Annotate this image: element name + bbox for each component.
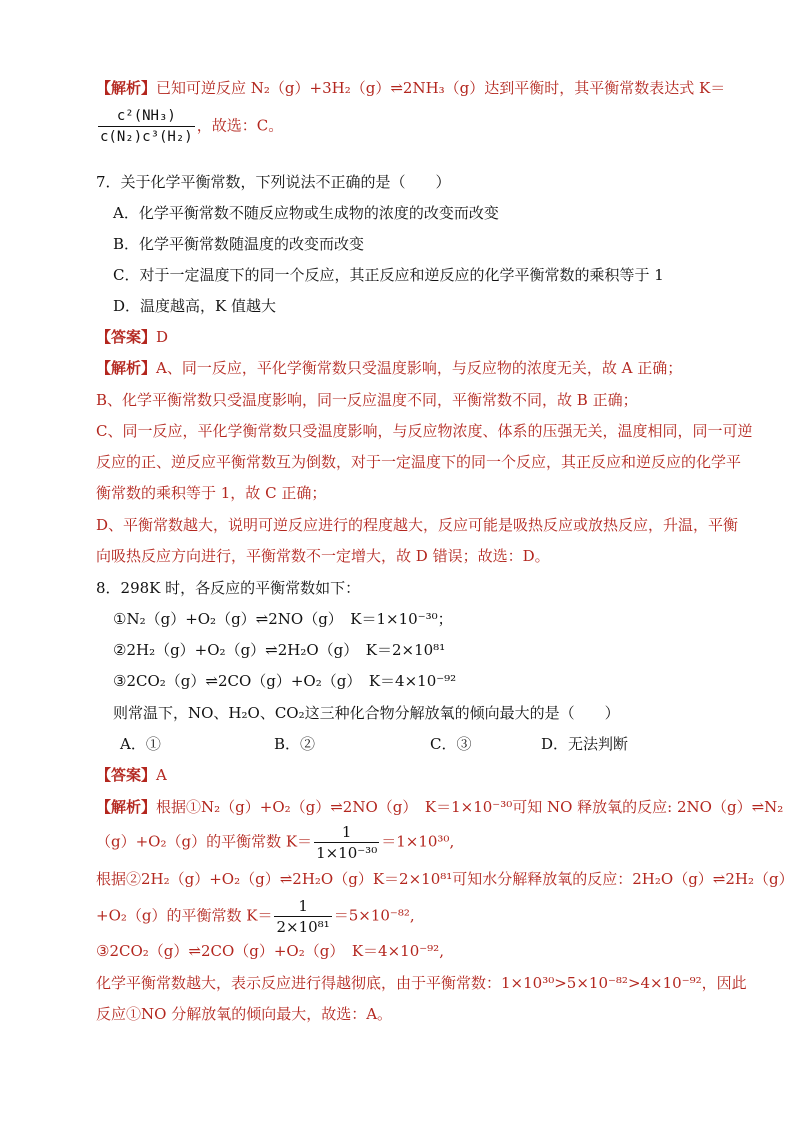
q7-answer	[96, 327, 168, 347]
q7-option-b: B．化学平衡常数随温度的改变而改变	[113, 235, 365, 253]
reciprocal-fraction	[314, 822, 379, 863]
q8-analysis-line-6: 化学平衡常数越大，表示反应进行得越彻底，由于平衡常数：1×10³⁰>5×10⁻⁸²>4×10⁻⁹²，因此	[96, 974, 747, 992]
q8-option-a: A．①	[120, 735, 161, 753]
q8-answer-value: A	[156, 766, 167, 784]
analysis-bracket: 【解析】	[96, 79, 157, 97]
q7-analysis-line-6: D、平衡常数越大，说明可逆反应进行的程度越大，反应可能是吸热反应或放热反应，升温，平衡	[96, 516, 739, 534]
q8-stem: 8．298K 时，各反应的平衡常数如下：	[96, 579, 361, 597]
q7-answer-value: D	[156, 328, 169, 346]
analysis-bracket: 【解析】	[96, 798, 157, 816]
q7-analysis-line-4: 反应的正、逆反应平衡常数互为倒数，对于一定温度下的同一个反应，其正反应和逆反应的化学平	[96, 453, 742, 471]
q7-analysis-line-2: B、化学平衡常数只受温度影响，同一反应温度不同，平衡常数不同，故 B 正确；	[96, 391, 638, 409]
q7-option-a: A．化学平衡常数不随反应物或生成物的浓度的改变而改变	[113, 204, 499, 222]
q8-analysis-line-7: 反应①NO 分解放氧的倾向最大，故选：A。	[96, 1005, 393, 1023]
q7-option-c: C．对于一定温度下的同一个反应，其正反应和逆反应的化学平衡常数的乘积等于 1	[113, 266, 664, 284]
q8-question: 则常温下，NO、H₂O、CO₂这三种化合物分解放氧的倾向最大的是（ ）	[113, 704, 620, 722]
q8-reaction-1: ①N₂（g）+O₂（g）⇌2NO（g） K＝1×10⁻³⁰；	[113, 610, 453, 628]
fraction-numerator: 1	[298, 897, 308, 915]
q6-formula-line	[96, 106, 283, 147]
q8-answer	[96, 765, 167, 785]
q8-reaction-2: ②2H₂（g）+O₂（g）⇌2H₂O（g） K＝2×10⁸¹	[113, 641, 446, 659]
q8-analysis-k-prefix: （g）+O₂（g）的平衡常数 K＝	[96, 832, 313, 851]
q7-option-d: D．温度越高，K 值越大	[113, 297, 277, 315]
q8-option-b: B．②	[274, 735, 316, 753]
fraction-denominator: 1×10⁻³⁰	[316, 844, 378, 862]
q6-analysis-line	[96, 78, 725, 98]
analysis-bracket: 【解析】	[96, 359, 157, 377]
q8-analysis-line-5: ③2CO₂（g）⇌2CO（g）+O₂（g） K＝4×10⁻⁹²,	[96, 942, 444, 960]
q6-answer-tail: ，故选：C。	[196, 116, 284, 135]
answer-bracket: 【答案】	[96, 766, 157, 784]
q8-analysis-line-1	[96, 797, 783, 817]
q8-analysis-k-prefix: +O₂（g）的平衡常数 K＝	[96, 906, 273, 925]
equilibrium-constant-fraction	[98, 106, 195, 147]
q7-analysis-line-1	[96, 358, 682, 378]
q7-analysis-line-7: 向吸热反应方向进行，平衡常数不一定增大，故 D 错误；故选：D。	[96, 547, 550, 565]
q8-analysis-line-3: 根据②2H₂（g）+O₂（g）⇌2H₂O（g）K＝2×10⁸¹可知水分解释放氧的反应：2H₂O（g）⇌2H₂（g）	[96, 870, 794, 888]
q8-analysis-k-result: ＝5×10⁻⁸²,	[333, 906, 415, 925]
q8-reaction-3: ③2CO₂（g）⇌2CO（g）+O₂（g） K＝4×10⁻⁹²	[113, 672, 457, 690]
q7-analysis-line-3: C、同一反应，平化学衡常数只受温度影响，与反应物浓度、体系的压强无关，温度相同，同一可逆	[96, 422, 753, 440]
q7-analysis-line-5: 衡常数的乘积等于 1，故 C 正确；	[96, 484, 327, 502]
q7-analysis-text: A、同一反应，平化学衡常数只受温度影响，与反应物的浓度无关，故 A 正确；	[156, 359, 683, 377]
fraction-denominator: 2×10⁸¹	[276, 918, 330, 936]
fraction-numerator: c²(NH₃)	[116, 108, 176, 124]
q8-option-d: D．无法判断	[541, 735, 629, 753]
q7-stem: 7．关于化学平衡常数，下列说法不正确的是（ ）	[96, 173, 451, 191]
q8-analysis-k-result: ＝1×10³⁰,	[381, 832, 455, 851]
q6-analysis-text: 已知可逆反应 N₂（g）+3H₂（g）⇌2NH₃（g）达到平衡时，其平衡常数表达式 K＝	[156, 79, 726, 97]
q8-analysis-text: 根据①N₂（g）+O₂（g）⇌2NO（g） K＝1×10⁻³⁰可知 NO 释放氧的反应: 2NO（g）⇌N₂	[156, 798, 784, 816]
fraction-numerator: 1	[341, 823, 352, 841]
q8-analysis-line-4	[96, 896, 415, 937]
q8-option-c: C．③	[430, 735, 472, 753]
q8-analysis-line-2	[96, 822, 454, 863]
answer-bracket: 【答案】	[96, 328, 157, 346]
fraction-denominator: c(N₂)c³(H₂)	[98, 126, 195, 147]
reciprocal-fraction	[274, 896, 331, 937]
